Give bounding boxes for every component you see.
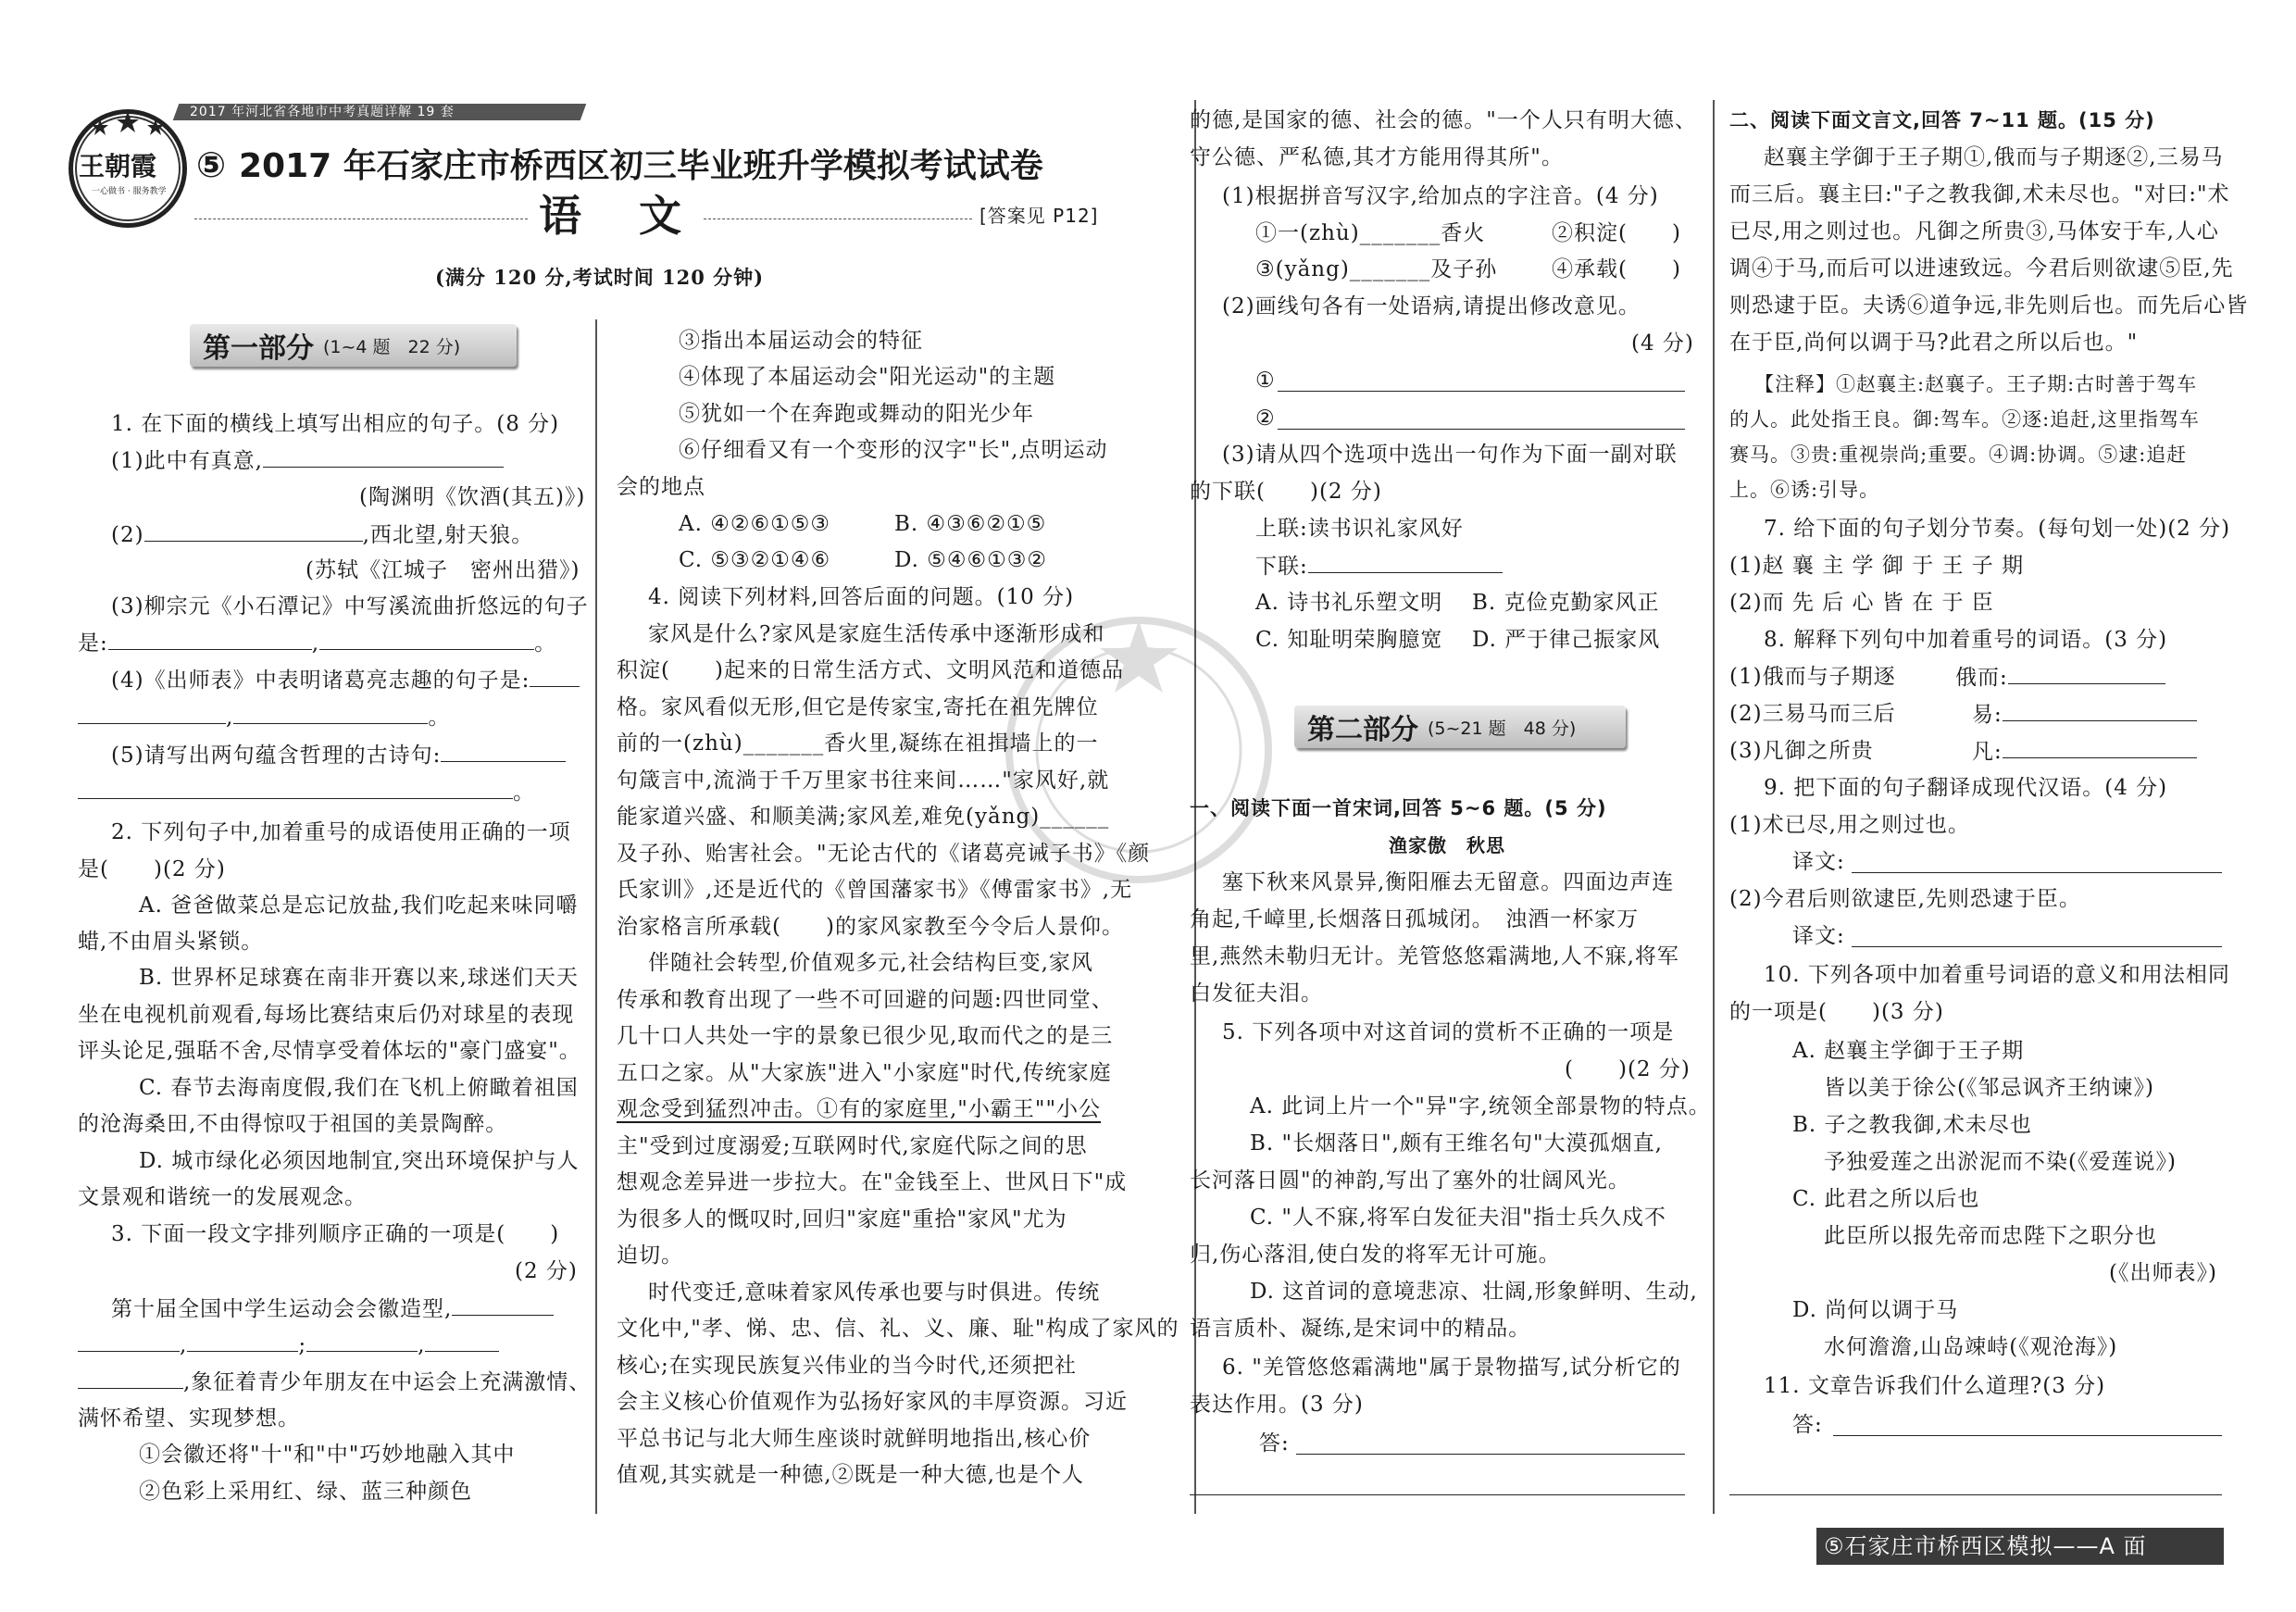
q1-4-blank-2[interactable] <box>78 703 226 724</box>
q8-item-1-blank[interactable] <box>2008 663 2165 684</box>
q1-4-text: (4)《出师表》中表明诸葛亮志趣的句子是: <box>111 669 530 693</box>
q10-option-b: B. 子之教我御,术未尽也 <box>1792 1113 2032 1137</box>
q8-item-3-label <box>1972 737 2197 766</box>
q11-stem: 11. 文章告诉我们什么道理?(3 分) <box>1764 1374 2106 1398</box>
classical-text-l5: 则恐逮于臣。夫诱⑥道争远,非先则后也。而先后心皆 <box>1729 294 2249 318</box>
q10-option-d: D. 尚何以调于马 <box>1792 1298 1959 1322</box>
q1-3: (3)柳宗元《小石潭记》中写溪流曲折悠远的句子 <box>111 594 589 619</box>
q4-1-b: ②积淀( ) <box>1552 221 1681 245</box>
q1-4-blank-3[interactable] <box>233 703 428 724</box>
q1-1 <box>111 446 504 475</box>
q3-stem: 3. 下面一段文字排列顺序正确的一项是( ) <box>111 1222 560 1246</box>
q3-passage <box>111 1294 554 1323</box>
q1-1-text: (1)此中有真意, <box>111 449 263 473</box>
q1-5 <box>111 741 566 769</box>
q4-p3-l2: 文化中,"孝、悌、忠、信、礼、义、廉、耻"构成了家风的 <box>617 1317 1179 1341</box>
q1-3-prefix: 是: <box>78 631 108 656</box>
couplet-second-line <box>1255 552 1503 581</box>
q1-2-text: ,西北望,射天狼。 <box>362 523 534 547</box>
q4-2-label-2: ② <box>1255 406 1276 431</box>
q5-option-d: D. 这首词的意境悲凉、壮阔,形象鲜明、生动, <box>1250 1280 1698 1304</box>
column-divider-3 <box>1713 100 1715 1514</box>
q8-item-2: (2)三易马而三后 <box>1729 702 1896 726</box>
q1-3-period: 。 <box>534 631 557 656</box>
q4-p1-l5: 句箴言中,流淌于千万里家书往来间……"家风好,就 <box>617 769 1110 793</box>
q3-item-3: ③指出本届运动会的特征 <box>679 329 923 353</box>
q9-translation-2-line[interactable] <box>1852 946 2222 947</box>
paper-title: 2017 年石家庄市桥西区初三毕业班升学模拟考试试卷 <box>239 147 1043 185</box>
q2-option-d-2: 文景观和谐统一的发展观念。 <box>78 1185 367 1209</box>
q8-item-3-word: 凡: <box>1972 740 2003 764</box>
q11-answer-label: 答: <box>1792 1413 1823 1437</box>
q3-sep-2: ; <box>298 1333 307 1357</box>
q4-p1-l2: 积淀( )起来的日常生活方式、文明风范和道德品 <box>617 658 1124 682</box>
q10-option-d-2: 水何澹澹,山岛竦峙(《观沧海》) <box>1824 1335 2118 1359</box>
q3-sep-1: , <box>180 1333 188 1357</box>
q9-translation-1-line[interactable] <box>1852 872 2222 873</box>
q5-option-d-2: 语言质朴、凝练,是宋词中的精品。 <box>1190 1317 1531 1341</box>
q1-3-comma: , <box>311 631 320 656</box>
classical-text-l2: 而三后。襄主曰:"子之教我御,术未尽也。"对曰:"术 <box>1729 182 2230 206</box>
q4-p3-l6: 值观,其实就是一种德,②既是一种大德,也是个人 <box>617 1463 1084 1487</box>
q4-p3-l8: 守公德、严私德,其才方能用得其所"。 <box>1190 145 1564 169</box>
part2-title: 第二部分 <box>1307 714 1418 746</box>
q1-4-period: 。 <box>428 706 451 730</box>
q5-option-c: C. "人不寐,将军白发征夫泪"指士兵久戍不 <box>1250 1206 1666 1230</box>
q1-3-answer <box>78 629 556 657</box>
section2-heading: 二、阅读下面文言文,回答 7~11 题。(15 分) <box>1729 109 2155 131</box>
q4-p3-l1: 时代变迁,意味着家风传承也要与时俱进。传统 <box>648 1281 1101 1305</box>
q10-option-c-2: 此臣所以报先帝而忠陛下之职分也 <box>1824 1224 2157 1248</box>
q4-p1-l7: 及子孙、贻害社会。"无论古代的《诸葛亮诫子书》《颜 <box>617 842 1151 866</box>
q8-item-2-label <box>1972 700 2197 729</box>
q4-p1-l9: 治家格言所承载( )的家风家教至今令后人景仰。 <box>617 915 1124 939</box>
q8-stem: 8. 解释下列句中加着重号的词语。(3 分) <box>1764 628 2168 652</box>
q4-2-score: (4 分) <box>1631 331 1694 356</box>
q9-translation-1-label: 译文: <box>1792 850 1845 874</box>
q3-option-c: C. ⑤③②①④⑥ <box>679 548 831 572</box>
q1-stem: 1. 在下面的横线上填写出相应的句子。(8 分) <box>111 412 560 436</box>
q3-item-6: ⑥仔细看又有一个变形的汉字"长",点明运动 <box>679 438 1108 462</box>
q1-5-answer <box>78 778 535 806</box>
q2-option-b-2: 坐在电视机前观看,每场比赛结束后仍对球星的表现 <box>78 1003 575 1027</box>
q5-option-c-2: 归,伤心落泪,使白发的将军无计可施。 <box>1190 1243 1561 1267</box>
q2-option-c: C. 春节去海南度假,我们在飞机上俯瞰着祖国 <box>139 1076 579 1100</box>
q4-3-stem-2: 的下联( )(2 分) <box>1190 480 1382 504</box>
footer-page-label: ⑤石家庄市桥西区模拟——A 面 <box>1824 1533 2147 1559</box>
q1-5-blank-1[interactable] <box>441 741 566 762</box>
q1-2-blank[interactable] <box>144 520 363 542</box>
q1-2-num: (2) <box>111 523 144 547</box>
couplet-first-line: 上联:读书识礼家风好 <box>1255 517 1464 541</box>
q3-sep-3: , <box>418 1333 426 1357</box>
answer-reference: [答案见 P12] <box>980 205 1099 227</box>
poem-line-1: 塞下秋来风景异,衡阳雁去无留意。四面边声连 <box>1222 870 1675 894</box>
q1-2-source: (苏轼《江城子 密州出猎》) <box>306 558 580 582</box>
q1-1-source: (陶渊明《饮酒(其五)》) <box>359 485 586 509</box>
q3-option-a: A. ④②⑥①⑤③ <box>679 512 830 536</box>
q4-p2-l4: 五口之家。从"大家族"进入"小家庭"时代,传统家庭 <box>617 1061 1112 1085</box>
q2-option-d: D. 城市绿化必须因地制宜,突出环境保护与人 <box>139 1149 580 1173</box>
q3-item-2: ②色彩上采用红、绿、蓝三种颜色 <box>139 1480 472 1504</box>
q6-stem-2: 表达作用。(3 分) <box>1190 1393 1364 1417</box>
q3-blank-3[interactable] <box>187 1331 298 1352</box>
q5-option-b: B. "长烟落日",颇有王维名句"大漠孤烟直, <box>1250 1131 1663 1156</box>
logo-subtext: 一心做书 · 服务教学 <box>92 187 167 196</box>
q3-blank-1[interactable] <box>452 1294 554 1316</box>
q7-stem: 7. 给下面的句子划分节奏。(每句划一处)(2 分) <box>1764 517 2231 541</box>
q10-option-b-2: 予独爱莲之出淤泥而不染(《爱莲说》) <box>1824 1150 2177 1174</box>
footer-page-label-box <box>1816 1528 2224 1565</box>
q4-p2-l9: 迫切。 <box>617 1243 683 1268</box>
notes-l3: 赛马。③贵:重视崇尚;重要。④调:协调。⑤逮:追赶 <box>1729 444 2188 466</box>
couplet-second-label: 下联: <box>1255 555 1308 579</box>
q1-5-blank-2[interactable] <box>78 778 513 799</box>
poem-line-2: 角起,千嶂里,长烟落日孤城闭。 浊酒一杯家万 <box>1190 907 1640 931</box>
q4-p2-l7: 想观念差异进一步拉大。在"金钱至上、世风日下"成 <box>617 1170 1128 1194</box>
part1-title: 第一部分 <box>203 332 314 365</box>
q8-item-2-blank[interactable] <box>2003 700 2197 721</box>
q10-stem: 10. 下列各项中加着重号词语的意义和用法相同 <box>1764 963 2230 987</box>
notes-l2: 的人。此处指王良。御:驾车。②逐:追赶,这里指驾车 <box>1729 408 2200 431</box>
q10-option-a: A. 赵襄主学御于王子期 <box>1792 1039 2025 1063</box>
q8-item-2-word: 易: <box>1972 703 2003 727</box>
q10-option-a-2: 皆以美于徐公(《邹忌讽齐王纳谏》) <box>1824 1076 2154 1100</box>
q1-5-period: 。 <box>513 781 535 805</box>
q1-4 <box>111 666 580 694</box>
q4-p3-l3: 核心;在实现民族复兴伟业的当今时代,还须把社 <box>617 1354 1078 1378</box>
q4-3-option-a: A. 诗书礼乐塑文明 <box>1255 591 1443 615</box>
q2-stem-2: 是( )(2 分) <box>78 857 226 881</box>
q4-p1-l3: 格。家风看似无形,但它是传家宝,寄托在祖先牌位 <box>617 695 1099 719</box>
paper-number: ⑤ <box>196 144 228 185</box>
q10-option-c: C. 此君之所以后也 <box>1792 1187 1980 1211</box>
watermark-seal-icon <box>1000 611 1278 889</box>
q9-stem: 9. 把下面的句子翻译成现代汉语。(4 分) <box>1764 776 2168 800</box>
q4-p2-l1: 伴随社会转型,价值观多元,社会结构巨变,家风 <box>648 951 1093 975</box>
classical-text-l4: 调④于马,而后可以进速致远。今君后则欲逮⑤臣,先 <box>1729 256 2234 281</box>
q3-item-1: ①会徽还将"十"和"中"巧妙地融入其中 <box>139 1443 516 1467</box>
q3-option-d: D. ⑤④⑥①③② <box>894 548 1047 572</box>
q4-p2-l3: 几十口人共处一宇的景象已很少见,取而代之的是三 <box>617 1024 1114 1048</box>
q2-option-b-3: 评头论足,强聒不舍,尽情享受着体坛的"豪门盛宴"。 <box>78 1039 581 1063</box>
q3-blank-2[interactable] <box>78 1331 180 1352</box>
q11-answer-line-1[interactable] <box>1833 1435 2222 1436</box>
q4-3-stem: (3)请从四个选项中选出一句作为下面一副对联 <box>1222 443 1678 467</box>
publisher-logo <box>69 109 187 228</box>
q8-item-3: (3)凡御之所贵 <box>1729 739 1874 763</box>
q8-item-1-word: 俄而: <box>1955 666 2008 690</box>
poem-title: 渔家傲 秋思 <box>1389 834 1505 856</box>
subject-title: 语 文 <box>539 191 689 241</box>
q2-option-b: B. 世界杯足球赛在南非开赛以来,球迷们天天 <box>139 966 579 990</box>
q6-stem: 6. "羌管悠悠霜满地"属于景物描写,试分析它的 <box>1222 1356 1681 1380</box>
notes-l1: 【注释】①赵襄主:赵襄子。王子期:古时善于驾车 <box>1754 373 2198 395</box>
q1-1-blank[interactable] <box>263 446 504 468</box>
q3-blank-5[interactable] <box>425 1331 499 1352</box>
q4-p2-l2: 传承和教育出现了一些不可回避的问题:四世同堂、 <box>617 988 1114 1012</box>
q4-stem: 4. 阅读下列材料,回答后面的问题。(10 分) <box>648 585 1075 609</box>
q4-p3-l5: 平总书记与北大师生座谈时就鲜明地指出,核心价 <box>617 1427 1092 1451</box>
q2-stem: 2. 下列句子中,加着重号的成语使用正确的一项 <box>111 820 571 844</box>
section1-heading: 一、阅读下面一首宋词,回答 5~6 题。(5 分) <box>1190 797 1607 819</box>
q11-answer-line-2[interactable] <box>1729 1494 2222 1495</box>
q4-p1-l1: 家风是什么?家风是家庭生活传承中逐渐形成和 <box>648 622 1105 646</box>
q8-item-1: (1)俄而与子期逐 <box>1729 665 1896 689</box>
q1-4-comma: , <box>226 706 234 730</box>
q8-item-3-blank[interactable] <box>2003 737 2197 758</box>
q9-sentence-2: (2)今君后则欲逮臣,先则恐逮于臣。 <box>1729 887 2081 911</box>
exam-info: (满分 120 分,考试时间 120 分钟) <box>435 266 765 289</box>
q3-passage-3: 满怀希望、实现梦想。 <box>78 1406 300 1431</box>
q5-score: ( )(2 分) <box>1565 1057 1691 1081</box>
q2-option-a: A. 爸爸做菜总是忘记放盐,我们吃起来味同嚼 <box>139 893 579 918</box>
q10-stem-2: 的一项是( )(3 分) <box>1729 1000 1944 1024</box>
q10-option-c-3: (《出师表》) <box>2109 1261 2217 1285</box>
q4-2-answer-line-2[interactable] <box>1278 429 1685 430</box>
couplet-blank[interactable] <box>1308 552 1503 573</box>
q3-passage-text: 第十届全国中学生运动会会徽造型, <box>111 1297 453 1321</box>
q9-sentence-1: (1)术已尽,用之则过也。 <box>1729 813 1970 837</box>
q6-answer-label: 答: <box>1259 1431 1290 1456</box>
q1-4-answer <box>78 703 450 731</box>
q7-sentence-2: (2)而 先 后 心 皆 在 于 臣 <box>1729 591 1994 615</box>
q4-p3-l4: 会主义核心价值观作为弘扬好家风的丰厚资源。习近 <box>617 1390 1128 1414</box>
notes-l4: 上。⑥诱:引导。 <box>1729 479 1880 501</box>
q9-translation-2-label: 译文: <box>1792 924 1845 948</box>
q3-blank-4[interactable] <box>306 1331 418 1352</box>
q3-blanks <box>78 1331 499 1359</box>
q4-1-c: ③(yǎng)_______及子孙 <box>1255 257 1498 281</box>
q4-p2-l8: 为很多人的慨叹时,回归"家庭"重拾"家风"尤为 <box>617 1207 1067 1231</box>
classical-text-l3: 已尽,用之则过也。凡御之所贵③,马体安于车,人心 <box>1729 219 2219 244</box>
q1-4-blank-1[interactable] <box>530 666 580 687</box>
q4-p1-l4: 前的一(zhù)_______香火里,凝练在祖揖墙上的一 <box>617 731 1099 756</box>
classical-text-l1: 赵襄主学御于王子期①,俄而与子期逐②,三易马 <box>1764 145 2224 169</box>
q1-3-blank-1[interactable] <box>108 629 312 650</box>
q4-3-option-d: D. 严于律己振家风 <box>1472 628 1661 652</box>
column-divider-1 <box>595 319 597 1514</box>
q3-item-6b: 会的地点 <box>617 475 705 499</box>
poem-line-4: 白发征夫泪。 <box>1190 981 1323 1006</box>
q4-p2-l6: 主"受到过度溺爱;互联网时代,家庭代际之间的思 <box>617 1134 1088 1158</box>
q4-3-option-c: C. 知耻明荣胸臆宽 <box>1255 628 1443 652</box>
q4-3-option-b: B. 克俭克勤家风正 <box>1472 591 1660 615</box>
part2-range: (5~21 题 48 分) <box>1428 718 1577 739</box>
q6-answer-line-1[interactable] <box>1296 1454 1685 1455</box>
part1-banner <box>190 324 517 367</box>
part2-banner <box>1294 706 1626 748</box>
q5-stem: 5. 下列各项中对这首词的赏析不正确的一项是 <box>1222 1020 1675 1044</box>
q1-5-text: (5)请写出两句蕴含哲理的古诗句: <box>111 744 442 768</box>
q4-p3-l7: 的德,是国家的德、社会的德。"一个人只有明大德、 <box>1190 108 1697 132</box>
q6-answer-line-2[interactable] <box>1190 1494 1685 1495</box>
q3-item-5: ⑤犹如一个在奔跑或舞动的阳光少年 <box>679 402 1034 426</box>
q3-option-b: B. ④③⑥②①⑤ <box>894 512 1047 536</box>
q4-2-stem: (2)画线句各有一处语病,请提出修改意见。 <box>1222 294 1641 319</box>
q3-passage-2 <box>78 1368 591 1396</box>
logo-text: 王朝霞 <box>79 151 157 181</box>
q3-item-4: ④体现了本届运动会"阳光运动"的主题 <box>679 365 1056 389</box>
q4-2-answer-line-1[interactable] <box>1278 391 1685 392</box>
q2-option-a-2: 蜡,不由眉头紧锁。 <box>78 930 264 954</box>
q4-1-d: ④承载( ) <box>1552 257 1681 281</box>
q8-item-1-label <box>1955 663 2165 692</box>
q3-passage-2-text: ,象征着青少年朋友在中运会上充满激情、 <box>183 1370 592 1394</box>
q4-2-label-1: ① <box>1255 369 1276 393</box>
q1-2 <box>111 520 533 549</box>
q1-3-blank-2[interactable] <box>319 629 534 650</box>
q4-p1-l8: 氏家训》,还是近代的《曾国藩家书》《傅雷家书》,无 <box>617 878 1133 902</box>
part1-range: (1~4 题 22 分) <box>323 336 461 357</box>
poem-line-3: 里,燕然未勒归无计。羌管悠悠霜满地,人不寐,将军 <box>1190 944 1679 968</box>
q3-score: (2 分) <box>515 1259 578 1283</box>
q2-option-c-2: 的沧海桑田,不由得惊叹于祖国的美景陶醉。 <box>78 1112 508 1136</box>
q4-1-a: ①一(zhù)_______香火 <box>1255 221 1486 245</box>
q5-option-a: A. 此词上片一个"异"字,统领全部景物的特点。 <box>1250 1094 1711 1118</box>
q5-option-b-2: 长河落日圆"的神韵,写出了塞外的壮阔风光。 <box>1190 1168 1630 1193</box>
q4-p1-l6: 能家道兴盛、和顺美满;家风差,难免(yǎng)______ <box>617 805 1110 829</box>
header-strip-text: 2017 年河北省各地市中考真题详解 19 套 <box>190 105 455 119</box>
q7-sentence-1: (1)赵 襄 主 学 御 于 王 子 期 <box>1729 554 2025 578</box>
q4-1-stem: (1)根据拼音写汉字,给加点的字注音。(4 分) <box>1222 184 1659 208</box>
q4-p2-l5: 观念受到猛烈冲击。①有的家庭里,"小霸王""小公 <box>617 1097 1102 1121</box>
classical-text-l6: 在于臣,尚何以调于马?此君之所以后也。" <box>1729 331 2139 355</box>
q3-blank-6[interactable] <box>78 1368 183 1389</box>
